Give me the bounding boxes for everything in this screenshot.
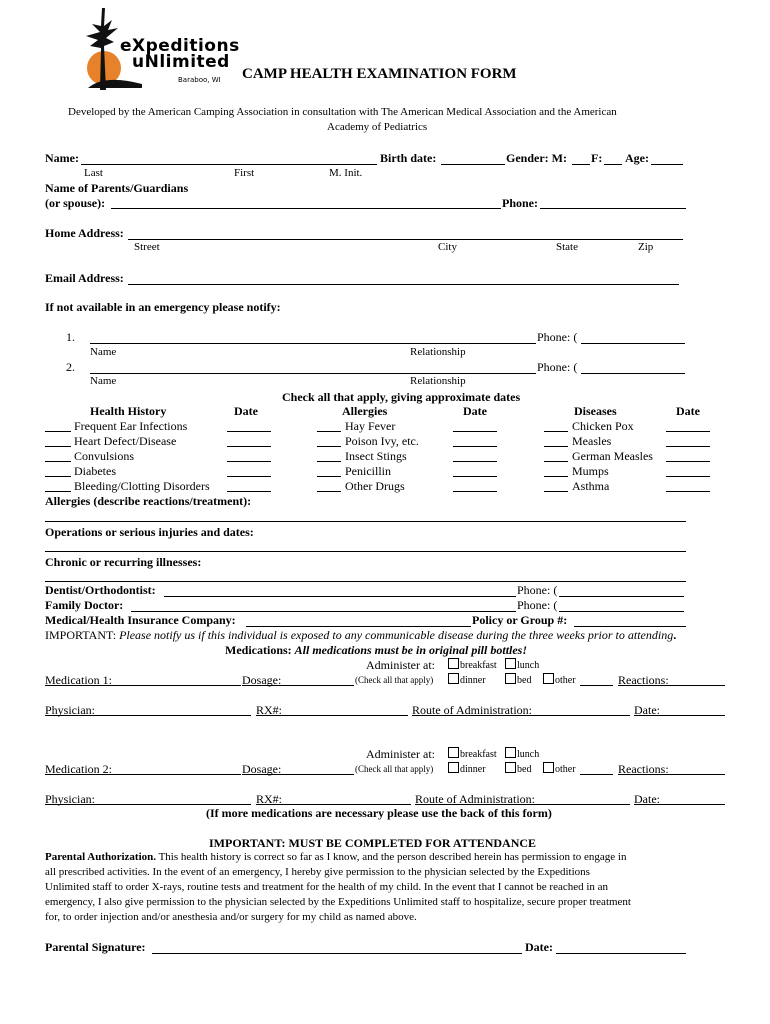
policy-field[interactable] [574,626,686,627]
logo-line2: uNlimited [132,52,230,72]
med1-other[interactable]: other [543,673,576,687]
allergy-item-label: Other Drugs [345,479,405,493]
home-address-field[interactable] [128,239,683,240]
must-complete-heading: IMPORTANT: MUST BE COMPLETED FOR ATTENDANCE [209,836,537,850]
history-check-field[interactable] [45,431,71,432]
physician-2-field[interactable] [45,804,251,805]
relationship-caption-2: Relationship [410,375,466,387]
date-1-label: Date: [634,703,660,717]
intro-line1: Developed by the American Camping Association in consultation with The American Medical Association and the American [68,106,617,118]
history-date-field[interactable] [227,446,271,447]
allergy-check-field[interactable] [317,461,341,462]
allergy-item-label: Hay Fever [345,419,396,433]
allergy-check-field[interactable] [317,491,341,492]
signature-label: Parental Signature: [45,940,146,954]
checkbox-icon [543,673,554,684]
authorization-line3: Unlimited staff to order X-rays, routine tests and treatment for the health of my child. In the event that I cannot be reached in an [45,881,609,893]
check-instruction: Check all that apply, giving approximate dates [282,390,521,404]
checkbox-icon [448,747,459,758]
first-caption: First [234,167,255,179]
parents-field[interactable] [111,208,501,209]
authorization-line1: Parental Authorization. This health history is correct so far as I know, and the person described herein has permission to engage in [45,851,627,863]
allergy-date-field[interactable] [453,461,497,462]
history-date-field[interactable] [227,491,271,492]
disease-check-field[interactable] [544,476,568,477]
gender-label: Gender: M: [506,151,567,165]
checkbox-icon [543,762,554,773]
dentist-label: Dentist/Orthodontist: [45,583,156,597]
med2-bed[interactable]: bed [505,762,531,776]
authorization-label: Parental Authorization. [45,851,157,863]
med2-other-field[interactable] [580,774,613,775]
signature-field[interactable] [152,953,522,954]
family-doctor-field[interactable] [131,611,516,612]
form-title: CAMP HEALTH EXAMINATION FORM [242,66,517,82]
history-check-field[interactable] [45,461,71,462]
checkbox-icon [448,673,459,684]
gender-f-label: F: [591,151,603,165]
operations-field[interactable] [45,551,686,552]
route-1-field[interactable] [412,715,630,716]
name-caption-1: Name [90,346,117,358]
home-address-label: Home Address: [45,226,124,240]
history-item-label: Heart Defect/Disease [74,434,177,448]
authorization-line2: all prescribed activities. In the event of an emergency, I hereby give permission to the physician selected by the Expeditions [45,866,590,878]
street-caption: Street [134,241,160,253]
disease-date-field[interactable] [666,491,710,492]
dentist-field[interactable] [164,596,516,597]
date-2-label: Date: [634,792,660,806]
email-field[interactable] [128,284,679,285]
disease-item-label: Chicken Pox [572,419,634,433]
important-end: . [673,628,677,642]
insurance-field[interactable] [246,626,471,627]
dosage-1-label: Dosage: [242,673,282,687]
chronic-field[interactable] [45,581,686,582]
check-all-1: (Check all that apply) [355,675,434,685]
emergency-contact-2-field[interactable] [90,373,536,374]
diseases-header: Diseases [574,404,617,418]
allergy-item-label: Insect Stings [345,449,407,463]
relationship-caption-1: Relationship [410,346,466,358]
med2-dinner[interactable]: dinner [448,762,486,776]
emergency-num-1: 1. [66,330,75,344]
dosage-2-field[interactable] [242,774,354,775]
history-item-label: Convulsions [74,449,135,463]
allergy-date-field[interactable] [453,431,497,432]
med1-bed[interactable]: bed [505,673,531,687]
emergency-contact-1-field[interactable] [90,343,536,344]
doctor-phone-field[interactable] [559,611,684,612]
history-item-label: Diabetes [74,464,116,478]
disease-check-field[interactable] [544,461,568,462]
medication-1-field[interactable] [45,685,241,686]
allergy-date-field[interactable] [453,476,497,477]
logo-place: Baraboo, WI [178,76,221,84]
emergency-num-2: 2. [66,360,75,374]
medication-2-label: Medication 2: [45,762,112,776]
med1-breakfast[interactable]: breakfast [448,658,497,672]
spouse-label: (or spouse): [45,196,106,210]
disease-date-field[interactable] [666,461,710,462]
birth-date-label: Birth date: [380,151,437,165]
checkbox-icon [448,762,459,773]
health-history-header: Health History [90,404,167,418]
zip-caption: Zip [638,241,654,253]
history-date-field[interactable] [227,431,271,432]
administer-label-1: Administer at: [366,658,435,672]
city-caption: City [438,241,457,253]
history-date-header: Date [234,404,258,418]
allergy-item-label: Penicillin [345,464,391,478]
disease-item-label: Measles [572,434,612,448]
rx-1-label: RX#: [256,703,283,717]
family-doctor-label: Family Doctor: [45,598,124,612]
m-init-caption: M. Init. [329,167,363,179]
route-1-label: Route of Administration: [412,703,532,717]
important-notice [45,628,676,642]
disease-date-field[interactable] [666,476,710,477]
route-2-label: Route of Administration: [415,792,535,806]
checkbox-icon [505,762,516,773]
medications-note: All medications must be in original pill bottles! [294,643,528,657]
disease-check-field[interactable] [544,431,568,432]
medication-2-field[interactable] [45,774,241,775]
check-all-2: (Check all that apply) [355,764,434,774]
policy-label: Policy or Group #: [472,613,568,627]
dosage-1-field[interactable] [242,685,354,686]
disease-item-label: Asthma [572,479,610,493]
physician-1-field[interactable] [45,715,251,716]
allergies-describe-label: Allergies (describe reactions/treatment): [45,494,252,508]
rx-2-label: RX#: [256,792,283,806]
date-1-field[interactable] [634,715,725,716]
allergy-check-field[interactable] [317,446,341,447]
authorization-line4: emergency, I also give permission to the physician selected by the Expeditions Unlimited staff to hospitalize, secure proper treatment [45,896,631,908]
disease-date-field[interactable] [666,446,710,447]
checkbox-icon [505,673,516,684]
medications-notice [225,643,527,657]
reactions-1-field[interactable] [618,685,725,686]
history-item-label: Bleeding/Clotting Disorders [74,479,210,493]
reactions-2-label: Reactions: [618,762,669,776]
allergy-date-field[interactable] [453,446,497,447]
parents-phone-label: Phone: [502,196,538,210]
rx-1-field[interactable] [256,715,408,716]
emergency-heading: If not available in an emergency please notify: [45,300,281,314]
disease-item-label: Mumps [572,464,609,478]
med2-lunch[interactable]: lunch [505,747,539,761]
history-item-label: Frequent Ear Infections [74,419,188,433]
parents-phone-field[interactable] [540,208,686,209]
dentist-phone-field[interactable] [559,596,684,597]
operations-label: Operations or serious injuries and dates: [45,525,254,539]
state-caption: State [556,241,578,253]
disease-check-field[interactable] [544,491,568,492]
allergy-date-header: Date [463,404,487,418]
insurance-label: Medical/Health Insurance Company: [45,613,236,627]
allergy-check-field[interactable] [317,476,341,477]
history-check-field[interactable] [45,476,71,477]
more-medications-note: (If more medications are necessary please use the back of this form) [206,806,552,820]
physician-1-label: Physician: [45,703,95,717]
parents-label: Name of Parents/Guardians [45,181,189,195]
dosage-2-label: Dosage: [242,762,282,776]
age-field[interactable] [651,164,683,165]
emergency-phone-2-label: Phone: ( [537,360,578,374]
allergies-header: Allergies [342,404,388,418]
gender-m-field[interactable] [572,164,590,165]
med2-other[interactable]: other [543,762,576,776]
history-check-field[interactable] [45,446,71,447]
name-field[interactable] [81,164,377,165]
med1-lunch[interactable]: lunch [505,658,539,672]
rx-2-field[interactable] [256,804,411,805]
disease-date-header: Date [676,404,700,418]
medication-1-label: Medication 1: [45,673,112,687]
important-label: IMPORTANT: [45,628,117,642]
checkbox-icon [505,658,516,669]
checkbox-icon [505,747,516,758]
history-check-field[interactable] [45,491,71,492]
allergy-item-label: Poison Ivy, etc. [345,434,419,448]
emergency-phone-1-label: Phone: ( [537,330,578,344]
emergency-phone-1-field[interactable] [581,343,685,344]
name-label: Name: [45,151,79,165]
emergency-phone-2-field[interactable] [581,373,685,374]
signature-date-label: Date: [525,940,553,954]
name-caption-2: Name [90,375,117,387]
gender-f-field[interactable] [604,164,622,165]
allergies-describe-field[interactable] [45,521,686,522]
authorization-line5: for, to order injection and/or anesthesia and/or surgery for my child as named above. [45,911,417,923]
chronic-label: Chronic or recurring illnesses: [45,555,202,569]
dentist-phone-label: Phone: ( [517,583,558,597]
allergy-check-field[interactable] [317,431,341,432]
reactions-1-label: Reactions: [618,673,669,687]
history-date-field[interactable] [227,476,271,477]
important-text: Please notify us if this individual is exposed to any communicable disease during the three weeks prior to attending [119,628,674,642]
administer-label-2: Administer at: [366,747,435,761]
logo [82,6,240,90]
checkbox-icon [448,658,459,669]
reactions-2-field[interactable] [618,774,725,775]
route-2-field[interactable] [415,804,630,805]
allergy-date-field[interactable] [453,491,497,492]
physician-2-label: Physician: [45,792,95,806]
medications-label: Medications: [225,643,292,657]
last-caption: Last [84,167,103,179]
disease-date-field[interactable] [666,431,710,432]
disease-item-label: German Measles [572,449,653,463]
med2-breakfast[interactable]: breakfast [448,747,497,761]
intro-line2: Academy of Pediatrics [327,121,428,133]
email-label: Email Address: [45,271,124,285]
history-date-field[interactable] [227,461,271,462]
birth-date-field[interactable] [441,164,505,165]
med1-dinner[interactable]: dinner [448,673,486,687]
signature-date-field[interactable] [556,953,686,954]
disease-check-field[interactable] [544,446,568,447]
age-label: Age: [625,151,649,165]
logo-line1: eXpeditions [120,36,240,56]
doctor-phone-label: Phone: ( [517,598,558,612]
med1-other-field[interactable] [580,685,613,686]
date-2-field[interactable] [634,804,725,805]
